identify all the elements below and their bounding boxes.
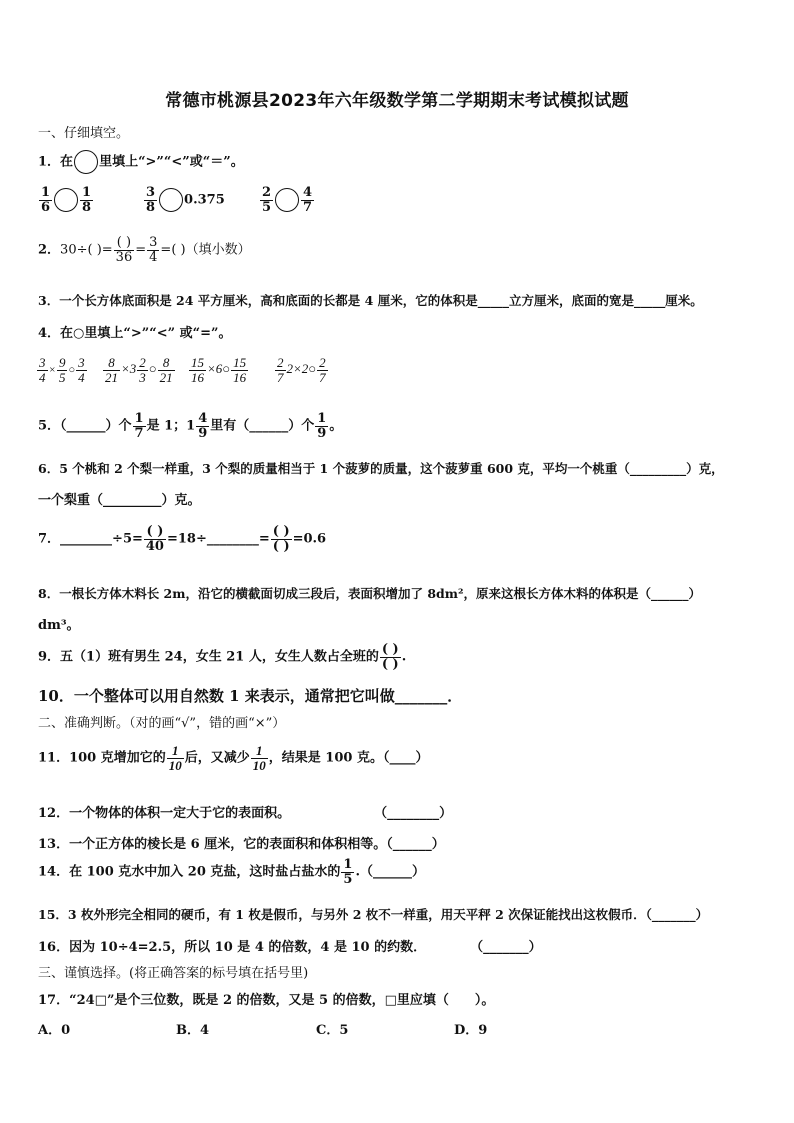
fraction-denominator: 4 bbox=[149, 249, 158, 265]
section-1-heading: 一、仔细填空。 bbox=[38, 126, 130, 141]
fraction-denominator: 6 bbox=[41, 199, 51, 215]
option-c[interactable]: C．5 bbox=[316, 1023, 349, 1038]
q12-text: 12．一个物体的体积一定大于它的表面积。 bbox=[38, 806, 291, 821]
q1-item-1 bbox=[38, 186, 94, 214]
equals-sign: = bbox=[160, 242, 172, 258]
fraction-numerator: 3 bbox=[146, 185, 156, 200]
fraction-numerator: 2 bbox=[139, 355, 146, 370]
fraction-numerator: 3 bbox=[78, 355, 85, 370]
question-4: 4．在○里填上“>”“<” 或“=”。 bbox=[38, 326, 232, 341]
fraction-denominator: 4 bbox=[78, 369, 85, 385]
fraction-denominator: 16 bbox=[191, 369, 204, 385]
fraction-numerator: 1 bbox=[82, 185, 92, 200]
equals-sign: = bbox=[101, 242, 113, 258]
question-9 bbox=[38, 643, 406, 671]
fraction-numerator: 2 bbox=[277, 355, 284, 370]
fraction-denominator: 5 bbox=[343, 871, 353, 887]
compare-circle bbox=[159, 188, 183, 212]
question-12 bbox=[38, 802, 452, 821]
fraction-denominator: 5 bbox=[58, 369, 66, 385]
question-6-line-1: 6．5 个桃和 2 个梨一样重，3 个梨的质量相当于 1 个菠萝的质量，这个菠萝重 600 克，平均一个桃重（_________）克， bbox=[38, 461, 724, 476]
option-a[interactable]: A．0 bbox=[38, 1023, 71, 1038]
decimal-value: 0.375 bbox=[184, 192, 225, 208]
fraction-denominator: 16 bbox=[233, 369, 247, 385]
fraction-denominator: 9 bbox=[317, 425, 327, 441]
q2-number: 2． bbox=[38, 242, 61, 258]
fraction-numerator: 2 bbox=[319, 355, 326, 370]
option-b[interactable]: B．4 bbox=[176, 1023, 210, 1038]
q4-group-2 bbox=[102, 356, 176, 384]
fraction-denominator: 8 bbox=[82, 199, 92, 215]
q2-expr: 30÷ bbox=[60, 242, 88, 258]
question-16 bbox=[38, 936, 542, 955]
question-13: 13．一个正方体的棱长是 6 厘米，它的表面积和体积相等。（______） bbox=[38, 837, 445, 852]
compare-circle: ○ bbox=[148, 361, 157, 377]
fraction-numerator: 3 bbox=[149, 235, 158, 250]
fraction-denominator: 5 bbox=[262, 199, 272, 215]
operand: 2 bbox=[286, 361, 293, 377]
q1-item-3 bbox=[259, 186, 315, 214]
q11-text-3: ，结果是 100 克。（____） bbox=[268, 750, 429, 766]
q4-group-3 bbox=[188, 356, 249, 384]
option-d[interactable]: D．9 bbox=[454, 1023, 488, 1038]
question-10: 10．一个整体可以用自然数 1 来表示，通常把它叫做_______． bbox=[38, 687, 463, 705]
q5-text-2: 是 1；1 bbox=[146, 418, 196, 434]
fraction-numerator: 3 bbox=[39, 355, 46, 370]
q14-end: .（______） bbox=[355, 864, 425, 880]
fraction-denominator: 7 bbox=[303, 199, 313, 215]
q4-group-1: $\frac{3}{4}$ × $\frac{9}{5}$ ○ $\frac{3}{4}$ bbox=[39, 355, 85, 385]
section-2-heading: 二、准确判断。（对的画“√”，错的画“×”） bbox=[38, 716, 286, 731]
fraction-numerator: 1 bbox=[134, 411, 144, 426]
answer-blank: （________） bbox=[374, 806, 453, 821]
question-11 bbox=[38, 744, 428, 772]
q1-prefix: 在 bbox=[60, 154, 74, 170]
fraction-denominator: 40 bbox=[145, 538, 164, 554]
q7-number: 7． bbox=[38, 531, 61, 547]
q2-blank-1: ( ) bbox=[87, 242, 102, 258]
fraction-denominator: 9 bbox=[198, 425, 208, 441]
page-title: 常德市桃源县2023年六年级数学第二学期期末考试模拟试题 bbox=[165, 91, 629, 111]
operator: ×6○ bbox=[207, 361, 231, 377]
q5-text-1: 5．（______）个 bbox=[38, 418, 132, 434]
fraction-denominator: 10 bbox=[252, 757, 266, 773]
fraction-denominator: 7 bbox=[134, 425, 144, 441]
q2-blank-2: ( ) bbox=[171, 242, 186, 258]
fraction-numerator: 15 bbox=[233, 355, 247, 370]
q16-text: 16．因为 10÷4=2.5，所以 10 是 4 的倍数，4 是 10 的约数． bbox=[38, 940, 427, 955]
fraction-numerator: 1 bbox=[172, 743, 179, 758]
q4-group-4 bbox=[274, 356, 329, 384]
question-1 bbox=[38, 150, 244, 174]
answer-blank: （_______） bbox=[470, 940, 542, 955]
q1-item-2 bbox=[143, 186, 225, 214]
question-15: 15．3 枚外形完全相同的硬币，有 1 枚是假币，与另外 2 枚不一样重，用天平秤 2 次保证能找出这枚假币．（_______） bbox=[38, 907, 709, 922]
q11-text-1: 11．100 克增加它的 bbox=[38, 750, 166, 766]
question-17: 17．“24□”是个三位数，既是 2 的倍数，又是 5 的倍数，□里应填（ ）。 bbox=[38, 993, 495, 1008]
fraction-denominator: 10 bbox=[168, 757, 182, 773]
fraction-denominator: 21 bbox=[159, 369, 173, 385]
q2-note: （填小数） bbox=[185, 242, 251, 258]
fraction-numerator: ( ) bbox=[146, 524, 164, 539]
q14-text: 14．在 100 克水中加入 20 克盐，这时盐占盐水的 bbox=[38, 864, 341, 880]
q11-text-2: 后，又减少 bbox=[184, 750, 250, 766]
fraction-denominator: 7 bbox=[319, 369, 326, 385]
fraction-numerator: ( ) bbox=[272, 524, 290, 539]
equals-sign: = bbox=[135, 242, 147, 258]
compare-circle bbox=[275, 188, 299, 212]
fraction-numerator: 4 bbox=[303, 185, 313, 200]
fraction-numerator: 15 bbox=[191, 355, 204, 370]
fraction-numerator: 1 bbox=[41, 185, 51, 200]
q1-suffix: 里填上“>”“<”或“＝”。 bbox=[99, 154, 244, 170]
fraction-denominator: ( ) bbox=[272, 538, 290, 554]
fraction-denominator: 36 bbox=[115, 249, 133, 265]
question-3: 3．一个长方体底面积是 24 平方厘米，高和底面的长都是 4 厘米，它的体积是_____立方厘米，底面的宽是_____厘米。 bbox=[38, 293, 703, 308]
fraction-denominator: 3 bbox=[139, 369, 146, 385]
compare-circle bbox=[74, 150, 98, 174]
q9-text: 9．五（1）班有男生 24，女生 21 人，女生人数占全班的 bbox=[38, 649, 379, 665]
question-2 bbox=[38, 236, 251, 264]
q5-end: 。 bbox=[329, 418, 343, 434]
question-7 bbox=[38, 525, 326, 553]
q5-text-3: 里有（______）个 bbox=[210, 418, 315, 434]
fraction-denominator: 4 bbox=[39, 369, 46, 385]
q7-text-3: =0.6 bbox=[292, 531, 327, 547]
question-5 bbox=[38, 412, 342, 440]
fraction-numerator: 8 bbox=[162, 355, 170, 370]
fraction-denominator: 7 bbox=[277, 369, 284, 385]
fraction-numerator: ( ) bbox=[116, 235, 132, 250]
fraction-numerator: 1 bbox=[256, 743, 263, 758]
fraction-denominator: 21 bbox=[105, 369, 118, 385]
fraction-numerator: 9 bbox=[58, 355, 66, 370]
fraction-numerator: 2 bbox=[262, 185, 272, 200]
q1-number: 1． bbox=[38, 154, 61, 170]
q7-text-2: =18÷________= bbox=[166, 531, 270, 547]
operator: ×2○ bbox=[293, 361, 317, 377]
q7-text-1: ________÷5= bbox=[60, 531, 143, 547]
question-8-line-1: 8．一根长方体木料长 2m，沿它的横截面切成三段后，表面积增加了 8dm²，原来这根长方体木料的体积是（______） bbox=[38, 586, 701, 601]
section-3-heading: 三、谨慎选择。(将正确答案的标号填在括号里) bbox=[38, 966, 309, 981]
fraction-numerator: 1 bbox=[343, 857, 353, 872]
compare-circle bbox=[54, 188, 78, 212]
fraction-numerator: ( ) bbox=[381, 642, 399, 657]
fraction-denominator: 8 bbox=[146, 199, 156, 215]
fraction-numerator: 4 bbox=[198, 411, 208, 426]
fraction-numerator: 8 bbox=[108, 355, 115, 370]
operator: ×3 bbox=[121, 361, 137, 377]
question-8-line-2: dm³。 bbox=[38, 618, 80, 633]
fraction-numerator: 1 bbox=[317, 411, 327, 426]
question-6-line-2: 一个梨重（_________）克。 bbox=[38, 493, 201, 508]
question-14 bbox=[38, 858, 425, 886]
q17-options bbox=[38, 1019, 487, 1038]
q9-end: . bbox=[401, 649, 407, 665]
fraction-denominator: ( ) bbox=[381, 656, 399, 672]
